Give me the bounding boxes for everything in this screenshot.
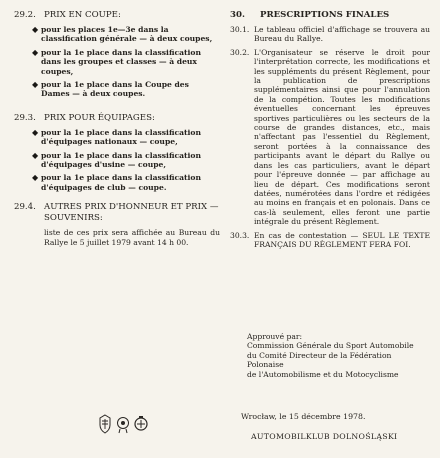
logos-row <box>98 414 148 434</box>
diamond-bullet-icon: ◆ <box>32 127 39 137</box>
approval-line: Polonaise <box>247 360 284 370</box>
left-column <box>14 10 220 247</box>
section-29-4-heading <box>14 202 220 224</box>
signature-date: Wrocław, le 15 décembre 1978. <box>241 412 366 421</box>
approval-line: du Comité Directeur de la Fédération <box>247 350 392 360</box>
diamond-bullet-icon: ◆ <box>32 173 39 183</box>
section-29-3-heading <box>14 113 220 124</box>
diamond-bullet-icon: ◆ <box>32 80 39 90</box>
section-number: 29.3. <box>14 112 36 123</box>
item-number: 30.3. <box>230 230 250 240</box>
approval-block <box>247 332 437 379</box>
prescription-item <box>230 231 430 250</box>
list-item: ◆ pour la 1e place dans la classification d'équipages de club — coupe. <box>32 173 201 192</box>
section-number: 29.4. <box>14 202 36 213</box>
diamond-bullet-icon: ◆ <box>32 150 39 160</box>
approval-line: Commission Générale du Sport Automobile <box>247 341 414 351</box>
prescription-item <box>230 25 430 44</box>
item-number: 30.1. <box>230 25 250 34</box>
item-number: 30.2. <box>230 47 250 57</box>
section-title: PRIX POUR ÉQUIPAGES: <box>44 112 155 123</box>
list-item: ◆ pour la 1e place dans la classification dans les groupes et classes — à deux coupes, <box>32 47 201 76</box>
section-title: AUTRES PRIX D'HONNEUR ET PRIX — SOUVENIRS: <box>44 202 219 224</box>
list-item: ◆ pour les places 1e—3e dans la classification générale — à deux coupes, <box>32 25 213 44</box>
approval-line: de l'Automobilisme et du Motocyclisme <box>247 369 399 379</box>
section-number: 29.2. <box>14 10 36 20</box>
list-item: ◆ pour la 1e place dans la classification d'équipages d'usine — coupe, <box>32 150 201 170</box>
section-29-4-body: liste de ces prix sera affichée au Bureau du Rallye le 5 juillet 1979 avant 14 h 00. <box>44 228 220 247</box>
diamond-bullet-icon: ◆ <box>32 25 39 34</box>
section-29-2-heading <box>14 10 220 21</box>
item-text: Le tableau officiel d'affichage se trouvera au Bureau du Rallye. <box>254 25 430 44</box>
list-item: ◆ pour la 1e place dans la Coupe des Dames — à deux coupes. <box>32 80 189 99</box>
section-30-heading <box>230 10 430 21</box>
right-column <box>230 10 430 253</box>
emblem-logo-icon <box>134 414 148 434</box>
section-title: PRESCRIPTIONS FINALES <box>260 10 390 20</box>
item-text: En cas de contestation — SEUL LE TEXTE FRANÇAIS DU RÈGLEMENT FERA FOI. <box>254 230 430 249</box>
emblem-logo-icon <box>98 414 112 434</box>
section-number: 30. <box>230 10 245 20</box>
item-text: L'Organisateur se réserve le droit pour l'interprétation correcte, les modifications et les suppléments du présent Règlement, pour la publication de prescriptions supplémentaires ainsi que pour l'annulation de la compétion. Toutes les modifications éventuelles concernant les épreuves sportives particulières ou les secteurs de la course de grandes distances, etc., mais n'affectant pas l'essentiel du Règlement, seront portées à la connaissance des participants avant le départ du Rallye ou dans les cas particuliers, avant le départ pour l'épreuve donnée — par affichage au lieu de départ. Ces modifications seront datées, numérotées dans l'ordre et rédigées au moins en français et en polonais. Dans ce cas-là seulement, elles feront une partie intégrale du présent Règlement. <box>254 47 430 227</box>
list-item: ◆ pour la 1e place dans la classification d'équipages nationaux — coupe, <box>32 127 201 147</box>
section-title: PRIX EN COUPE: <box>44 10 121 20</box>
emblem-logo-icon <box>116 414 130 434</box>
diamond-bullet-icon: ◆ <box>32 47 39 57</box>
signatory-club: AUTOMOBILKLUB DOLNOŚLĄSKI <box>251 432 398 441</box>
approval-line: Approuvé par: <box>247 332 303 341</box>
prescription-item <box>230 48 430 227</box>
